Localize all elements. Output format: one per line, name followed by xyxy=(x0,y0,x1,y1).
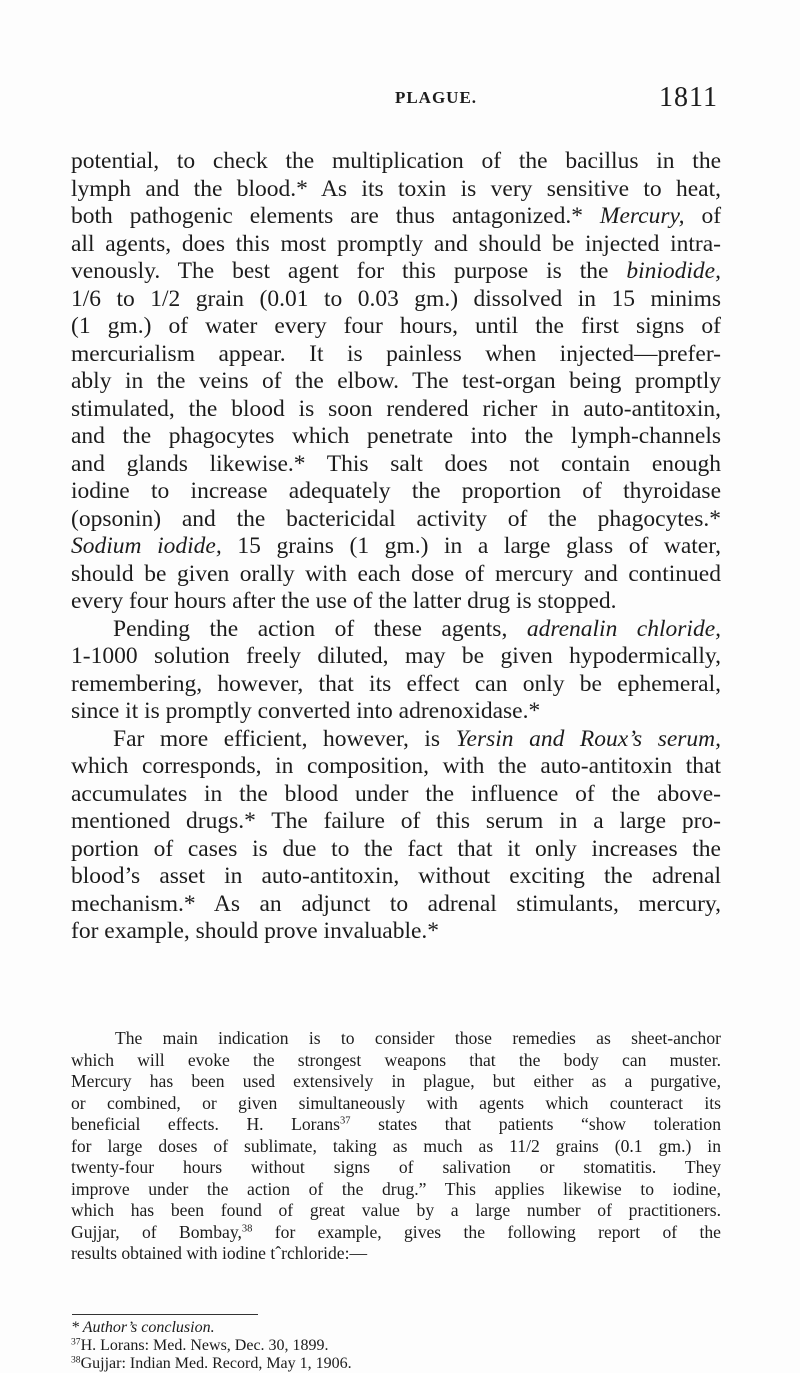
footnote: * Author’s conclusion. xyxy=(71,1319,215,1336)
text-line: (1 gm.) of water every four hours, until the first signs of xyxy=(71,313,721,339)
text-line: which corresponds, in composition, with the auto-antitoxin that xyxy=(71,753,721,779)
text-line: and glands likewise.* This salt does not contain enough xyxy=(71,450,721,477)
footnote-divider xyxy=(72,1314,258,1315)
text-line: Sodium iodide, 15 grains (1 gm.) in a large glass of water, xyxy=(71,533,721,559)
footnote: $^{37}$H. Lorans: Med. News, Dec. 30, 1899. xyxy=(71,1336,329,1354)
text-line: every four hours after the use of the latter drug is stopped. xyxy=(71,588,617,614)
text-line: should be given orally with each dose of mercury and continued xyxy=(71,560,721,587)
small-print-paragraph xyxy=(71,1028,721,1265)
text-line: for large doses of sublimate, taking as much as 11/2 grains (0.1 gm.) in xyxy=(71,1135,721,1156)
text-line: lymph and the blood.* As its toxin is very sensitive to heat, xyxy=(71,175,721,202)
text-line: accumulates in the blood under the influence of the above- xyxy=(71,780,721,807)
footnote-ref-38: 38 xyxy=(241,1223,253,1235)
text-line: Gujjar, of Bombay,$^{38}$ for example, gives the following report of the xyxy=(71,1221,721,1242)
text-line: mechanism.* As an adjunct to adrenal stimulants, mercury, xyxy=(71,890,721,917)
text-line: ably in the veins of the elbow. The test-organ being promptly xyxy=(71,368,721,394)
text-line: iodine to increase adequately the proportion of thyroidase xyxy=(71,478,721,504)
text-line: or combined, or given simultaneously with agents which counteract its xyxy=(71,1092,721,1113)
footnotes xyxy=(71,1319,471,1373)
running-head: PLAGUE. xyxy=(394,88,478,107)
text-line: (opsonin) and the bactericidal activity of the phagocytes.* xyxy=(71,505,721,532)
footnote: $^{38}$Gujjar: Indian Med. Record, May 1, 1906. xyxy=(71,1354,352,1372)
text-line: twenty-four hours without signs of salivation or stomatitis. They xyxy=(71,1157,721,1177)
text-line: both pathogenic elements are thus antagonized.* Mercury, of xyxy=(71,203,722,229)
footnote-ref-37: 37 xyxy=(340,1115,351,1127)
text-line: blood’s asset in auto-antitoxin, without exciting the adrenal xyxy=(71,863,721,889)
text-line: Far more efficient, however, is Yersin and Roux’s serum, xyxy=(113,725,722,752)
text-line: stimulated, the blood is soon rendered richer in auto-antitoxin, xyxy=(71,395,721,422)
text-line: which has been found of great value by a large number of practitioners. xyxy=(71,1200,721,1220)
text-line: potential, to check the multiplication of the bacillus in the xyxy=(71,148,721,174)
text-line: beneficial effects. H. Lorans$^{37}$ states that patients “show toleration xyxy=(71,1114,721,1134)
text-line: portion of cases is due to the fact that it only increases the xyxy=(71,835,721,862)
text-line: remembering, however, that its effect can only be ephemeral, xyxy=(71,670,721,697)
text-line: for example, should prove invaluable.* xyxy=(71,918,440,944)
text-line: and the phagocytes which penetrate into the lymph-channels xyxy=(71,423,721,449)
text-line: all agents, does this most promptly and should be injected intra- xyxy=(71,230,721,257)
text-line: venously. The best agent for this purpose is the biniodide, xyxy=(71,258,721,284)
text-line: results obtained with iodine tˆrchloride:— xyxy=(71,1243,368,1263)
text-line: Pending the action of these agents, adrenalin chloride, xyxy=(113,615,721,642)
text-line: since it is promptly converted into adrenoxidase.* xyxy=(71,698,541,724)
page-number: 1811 xyxy=(659,82,718,113)
text-line: 1-1000 solution freely diluted, may be given hypodermically, xyxy=(71,643,721,669)
text-line: improve under the action of the drug.” This applies likewise to iodine, xyxy=(71,1178,721,1199)
text-line: which will evoke the strongest weapons that the body can muster. xyxy=(71,1049,721,1070)
main-text xyxy=(71,148,721,946)
text-line: mercurialism appear. It is painless when injected—prefer- xyxy=(71,340,721,367)
text-line: 1/6 to 1/2 grain (0.01 to 0.03 gm.) dissolved in 15 minims xyxy=(71,285,721,312)
text-line: The main indication is to consider those remedies as sheet-anchor xyxy=(115,1028,721,1048)
text-line: mentioned drugs.* The failure of this serum in a large pro- xyxy=(71,808,721,834)
text-line: Mercury has been used extensively in plague, but either as a purgative, xyxy=(71,1071,721,1091)
